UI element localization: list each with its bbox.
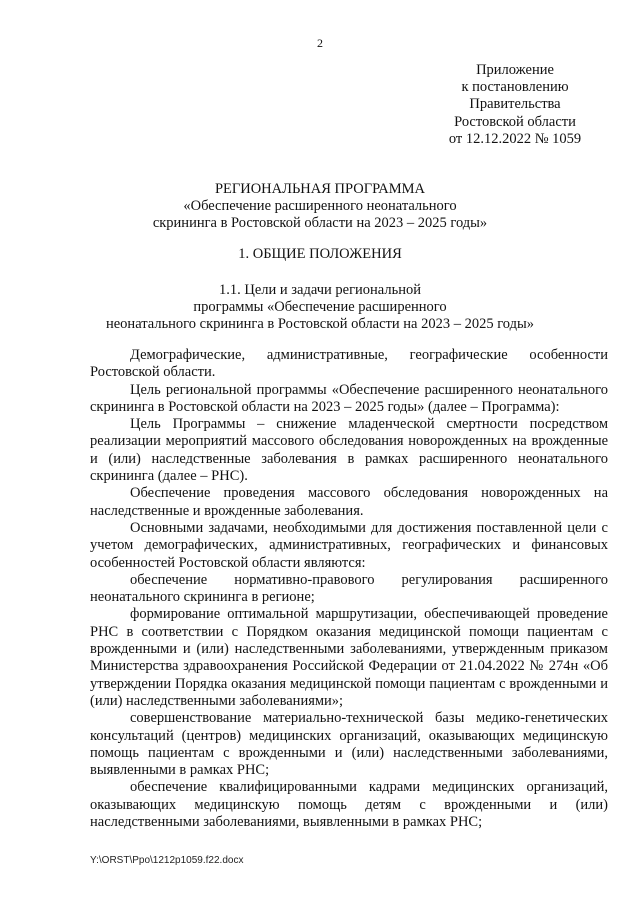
program-title-line: РЕГИОНАЛЬНАЯ ПРОГРАММА	[214, 181, 426, 197]
subsection-title-line: неонатального скрининга в Ростовской области на 2023 – 2025 годы»	[105, 316, 535, 333]
paragraph: обеспечение квалифицированными кадрами медицинских организаций, оказывающих медицинскую помощь детям с врожденными и (или) наследственными заболеваниями, выявленными в рамках РНС;	[90, 779, 608, 831]
approval-line: Ростовской области	[454, 113, 576, 130]
approval-line: Приложение	[476, 62, 554, 78]
program-title	[80, 181, 560, 233]
approval-line: от 12.12.2022 № 1059	[448, 130, 582, 147]
body-text	[90, 347, 608, 831]
subsection-title	[80, 282, 560, 334]
program-title-line: скрининга в Ростовской области на 2023 – 2025 годы»	[152, 215, 488, 232]
paragraph: Демографические, административные, географические особенности Ростовской области.	[90, 347, 608, 381]
section-title-text: 1. ОБЩИЕ ПОЛОЖЕНИЯ	[238, 246, 402, 262]
paragraph: совершенствование материально-технической базы медико-генетических консультаций (центров) медицинских организаций, оказывающих медицинскую помощь пациентам с врожденными и (или) наследственными заболеваниями, выявленными в рамках РНС;	[90, 710, 608, 779]
page-number: 2	[317, 36, 323, 50]
approval-line: к постановлению	[461, 79, 569, 96]
paragraph: Основными задачами, необходимыми для достижения поставленной цели с учетом демографических, административных, географических и финансовых особенностей Ростовской области являются:	[90, 519, 608, 571]
program-title-line: «Обеспечение расширенного неонатального	[183, 198, 457, 215]
paragraph: формирование оптимальной маршрутизации, обеспечивающей проведение РНС в соответствии с Порядком оказания медицинской помощи пациентам с врожденными и (или) наследственными заболеваниями, утвержденным приказом Министерства здравоохранения Российской Федерации от 21.04.2022 № 274н «Об утверждении Порядка оказания медицинской помощи пациентам с врожденными и (или) наследственными заболеваниями»;	[90, 606, 608, 709]
subsection-title-line: 1.1. Цели и задачи региональной	[219, 282, 421, 298]
section-title	[80, 246, 560, 263]
paragraph: обеспечение нормативно-правового регулирования расширенного неонатального скрининга в регионе;	[90, 571, 608, 606]
footer-file-path: Y:\ORST\Ppo\1212p1059.f22.docx	[90, 855, 244, 866]
subsection-title-line: программы «Обеспечение расширенного	[193, 299, 447, 316]
paragraph: Обеспечение проведения массового обследования новорожденных на наследственные и врожденные заболевания.	[90, 485, 608, 519]
approval-block	[440, 62, 590, 148]
approval-line: Правительства	[469, 96, 561, 113]
paragraph: Цель региональной программы «Обеспечение расширенного неонатального скрининга в Ростовской области на 2023 – 2025 годы» (далее – Программа):	[90, 381, 608, 415]
paragraph: Цель Программы – снижение младенческой смертности посредством реализации мероприятий массового обследования новорожденных на врожденные и (или) наследственные заболевания в рамках расширенного неонатального скрининга (далее – РНС).	[90, 416, 608, 485]
